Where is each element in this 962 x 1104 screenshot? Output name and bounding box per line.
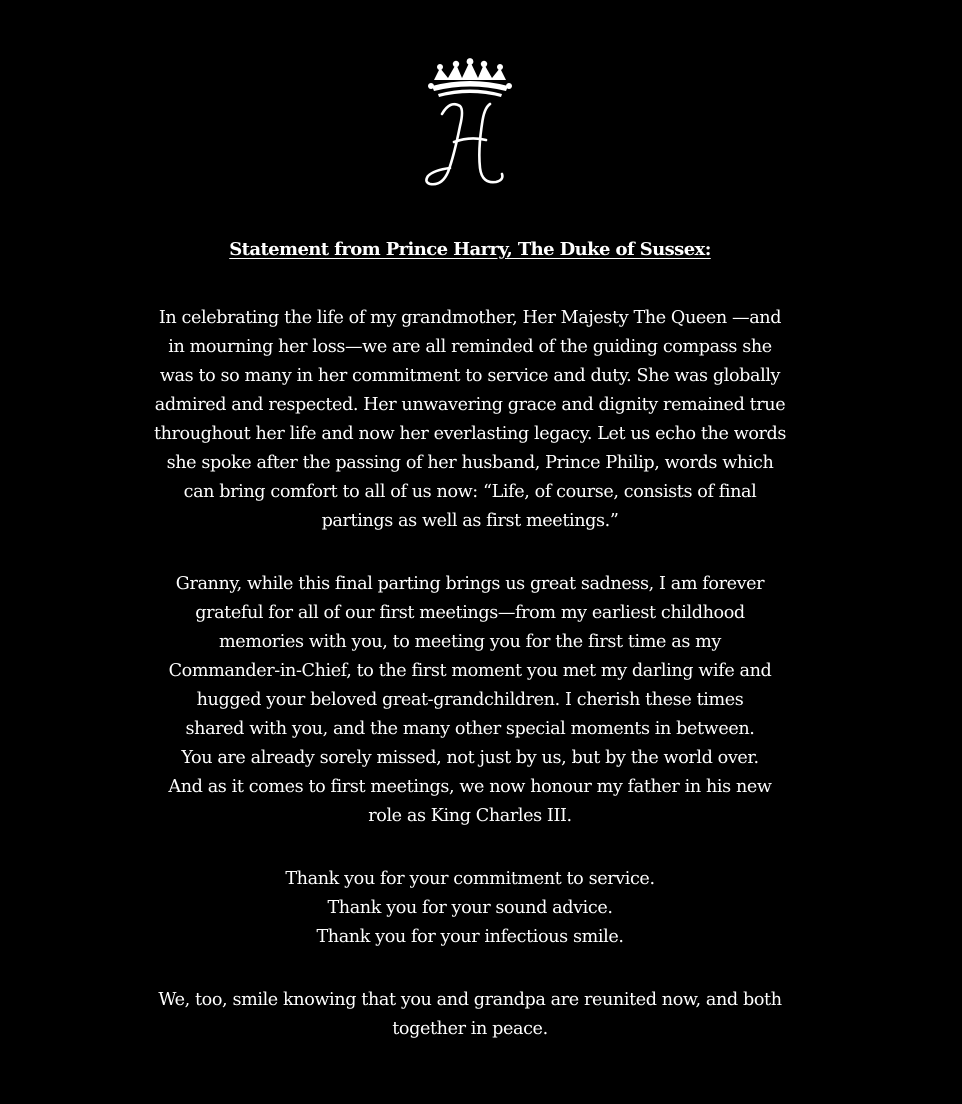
thank-you-line-3: Thank you for your infectious smile. <box>316 927 624 947</box>
crown-icon <box>428 58 512 97</box>
statement-title: Statement from Prince Harry, The Duke of Sussex: <box>229 239 711 260</box>
script-h-icon <box>426 104 502 184</box>
statement-closing: We, too, smile knowing that you and grandpa are reunited now, and both together in peace. <box>158 990 782 1039</box>
statement-page <box>150 235 790 1078</box>
crowned-h-monogram-icon <box>420 58 520 190</box>
thank-you-line-1: Thank you for your commitment to service. <box>285 869 655 889</box>
thank-you-lines <box>150 865 790 952</box>
statement-paragraph-2: Granny, while this final parting brings us great sadness, I am forever grateful for all of our first meetings—from my earliest childhood memories with you, to meeting you for the first time as my Commander-in-Chief, to the first moment you met my darling wife and hugged your beloved great-grandchildren. I cherish these times shared with you, and the many other special moments in between. You are already sorely missed, not just by us, but by the world over. And as it comes to first meetings, we now honour my father in his new role as King Charles III. <box>168 574 772 826</box>
thank-you-line-2: Thank you for your sound advice. <box>327 898 613 918</box>
statement-paragraph-1: In celebrating the life of my grandmother, Her Majesty The Queen —and in mourning her loss—we are all reminded of the guiding compass she was to so many in her commitment to service and duty. She was globally admired and respected. Her unwavering grace and dignity remained true throughout her life and now her everlasting legacy. Let us echo the words she spoke after the passing of her husband, Prince Philip, words which can bring comfort to all of us now: “Life, of course, consists of final partings as well as first meetings.” <box>153 308 787 531</box>
